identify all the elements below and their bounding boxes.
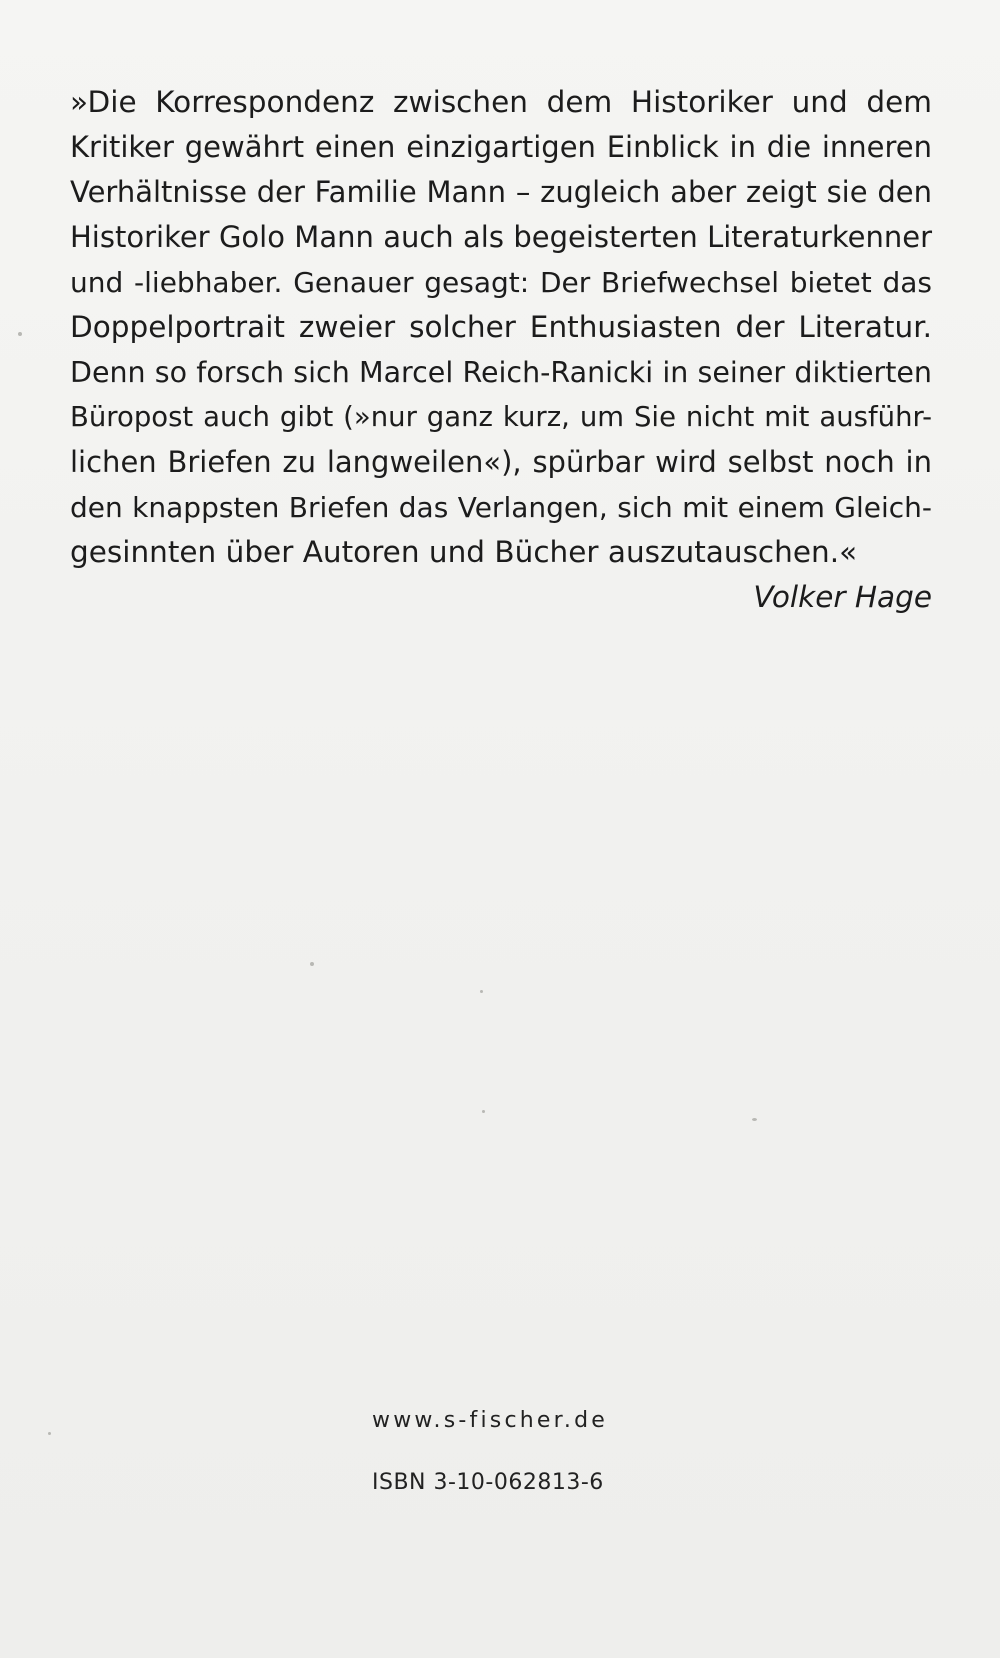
paper-speck [752, 1118, 757, 1121]
publisher-url: www.s-fischer.de [372, 1408, 608, 1433]
blurb-quote [70, 80, 932, 620]
quote-line: den knappsten Briefen das Verlangen, sich mit einem Gleich- [70, 491, 932, 524]
quote-line: »Die Korrespondenz zwischen dem Historiker und dem [70, 85, 932, 119]
quote-line: Verhältnisse der Familie Mann – zugleich aber zeigt sie den [70, 175, 932, 209]
quote-line: gesinnten über Autoren und Bücher auszutauschen.« [70, 535, 858, 569]
paper-speck [480, 990, 483, 993]
quote-line: und -liebhaber. Genauer gesagt: Der Briefwechsel bietet das [70, 266, 932, 299]
quote-line: Historiker Golo Mann auch als begeisterten Literaturkenner [70, 220, 932, 254]
quote-line: Doppelportrait zweier solcher Enthusiasten der Literatur. [70, 310, 932, 344]
quote-line: Kritiker gewährt einen einzigartigen Einblick in die inneren [70, 130, 932, 164]
paper-speck [482, 1110, 485, 1113]
paper-speck [48, 1432, 51, 1435]
paper-speck [18, 332, 22, 336]
isbn-number: ISBN 3-10-062813-6 [372, 1470, 604, 1495]
quote-line: Büropost auch gibt (»nur ganz kurz, um Sie nicht mit ausführ- [70, 401, 932, 433]
quote-line: Denn so forsch sich Marcel Reich-Ranicki in seiner diktierten [70, 356, 932, 389]
quote-line: lichen Briefen zu langweilen«), spürbar wird selbst noch in [70, 445, 932, 479]
quote-attribution: Volker Hage [753, 580, 932, 614]
paper-speck [310, 962, 314, 966]
